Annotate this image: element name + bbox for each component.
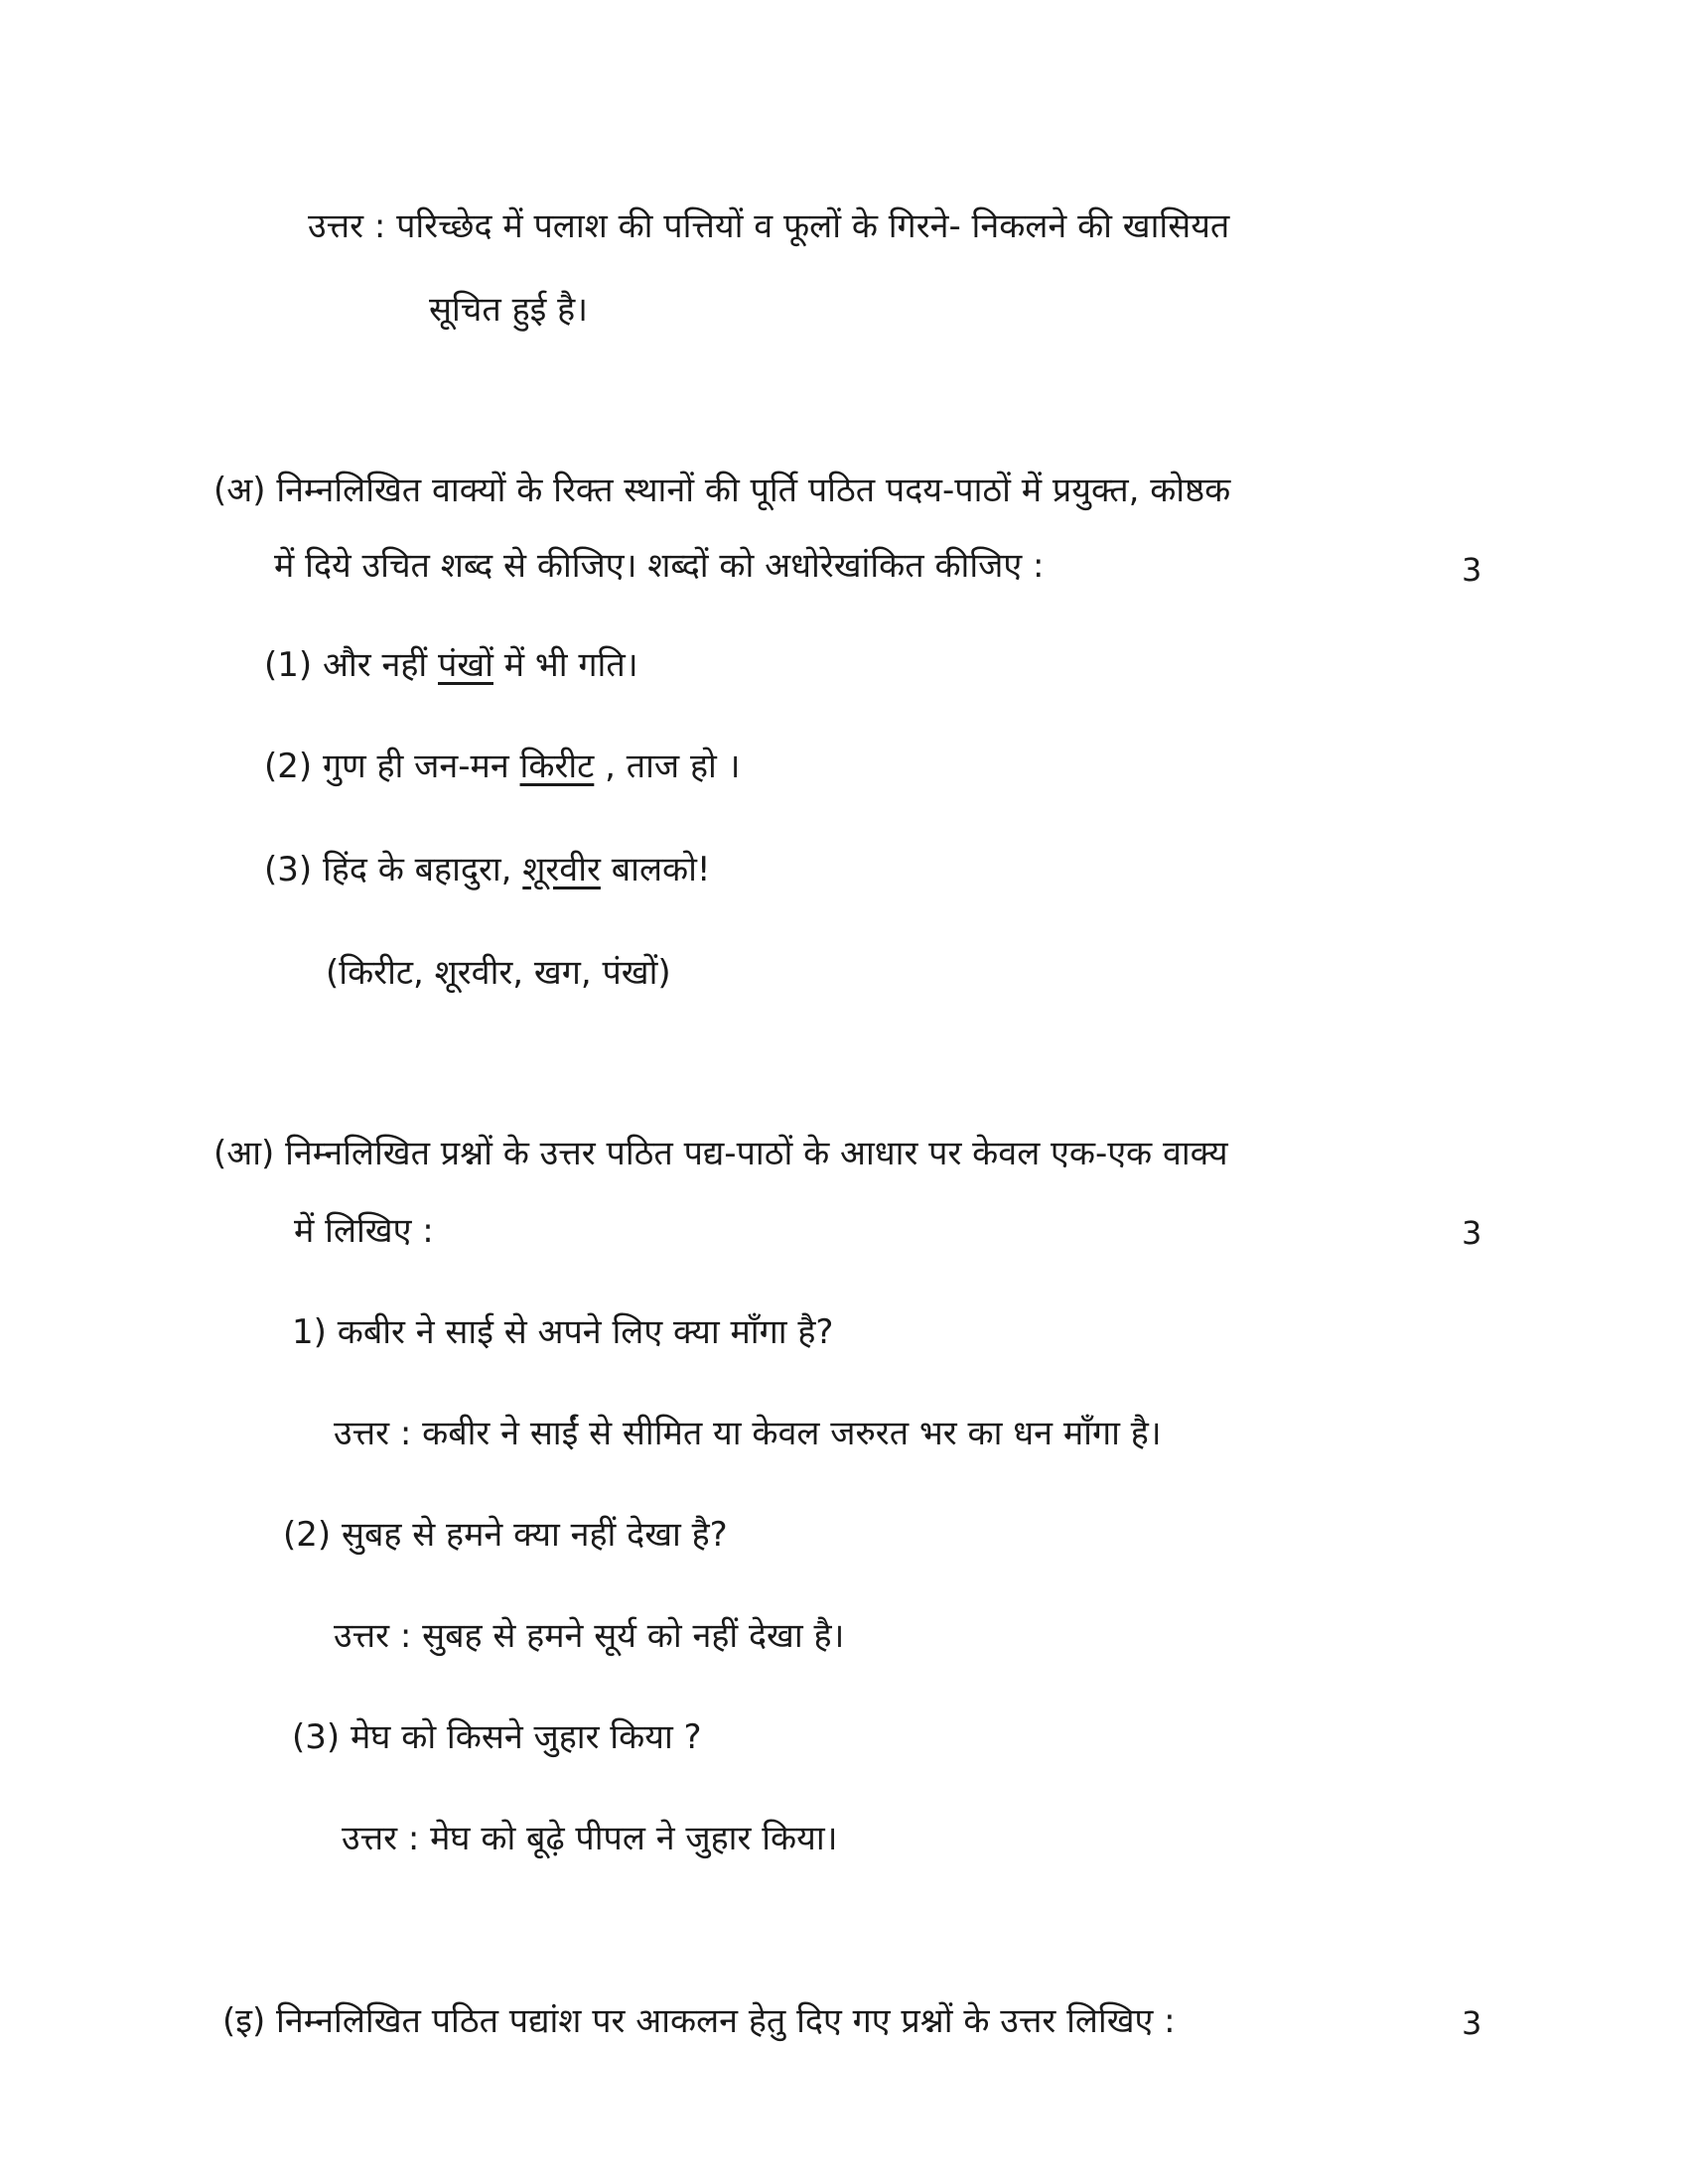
fill-blank-item-1 — [264, 641, 638, 689]
word-options: (किरीट, शूरवीर, खग, पंखों) — [326, 953, 671, 993]
section-a-instruction-line-2: में दिये उचित शब्द से कीजिए। शब्दों को अधोरेखांकित कीजिए : — [274, 546, 1045, 586]
intro-answer-line-2: सूचित हुई है। — [429, 290, 589, 330]
fill-blank-text: (3) हिंद के बहादुरा, — [264, 850, 523, 889]
underlined-answer: किरीट — [519, 747, 595, 786]
section-a-label: (अ) — [213, 471, 266, 510]
underlined-answer: शूरवीर — [522, 850, 601, 889]
section-aa-heading — [213, 1130, 1228, 1177]
underlined-answer: पंखों — [438, 645, 493, 685]
fill-blank-text: (1) और नहीं — [264, 645, 439, 685]
answer-1: उत्तर : कबीर ने साईं से सीमित या केवल जरुरत भर का धन माँगा है। — [334, 1414, 1162, 1453]
answer-2: उत्तर : सुबह से हमने सूर्य को नहीं देखा है। — [334, 1616, 845, 1656]
section-a-heading — [213, 467, 1230, 514]
question-3: (3) मेघ को किसने जुहार किया ? — [292, 1717, 702, 1757]
fill-blank-text: , ताज हो । — [594, 747, 741, 786]
fill-blank-item-3 — [264, 846, 711, 893]
section-i-instruction: निम्नलिखित पठित पद्यांश पर आकलन हेतु दिए गए प्रश्नों के उत्तर लिखिए : — [276, 2001, 1176, 2041]
question-1: 1) कबीर ने साई से अपने लिए क्या माँगा है? — [292, 1312, 834, 1352]
answer-3: उत्तर : मेघ को बूढ़े पीपल ने जुहार किया। — [342, 1819, 838, 1858]
section-aa-marks: 3 — [1462, 1214, 1482, 1252]
section-i-heading — [222, 1997, 1176, 2045]
fill-blank-text: में भी गति। — [492, 645, 638, 685]
section-a-instruction-line-1: निम्नलिखित वाक्यों के रिक्त स्थानों की पूर्ति पठित पदय-पाठों में प्रयुक्त, कोष्ठक — [276, 471, 1231, 510]
section-a-marks: 3 — [1462, 551, 1482, 589]
section-aa-label: (आ) — [213, 1134, 275, 1173]
section-aa-instruction-line-1: निम्नलिखित प्रश्नों के उत्तर पठित पद्य-पाठों के आधार पर केवल एक-एक वाक्य — [285, 1134, 1228, 1173]
fill-blank-text: (2) गुण ही जन-मन — [264, 747, 520, 786]
fill-blank-item-2 — [264, 743, 741, 790]
question-2: (2) सुबह से हमने क्या नहीं देखा है? — [283, 1515, 728, 1555]
section-i-marks: 3 — [1462, 2004, 1482, 2042]
intro-answer-line-1: उत्तर : परिच्छेद में पलाश की पत्तियों व फूलों के गिरने- निकलने की खासियत — [308, 206, 1230, 246]
section-i-label: (इ) — [222, 2001, 266, 2041]
fill-blank-text: बालको! — [600, 850, 711, 889]
section-aa-instruction-line-2: में लिखिए : — [294, 1211, 434, 1251]
